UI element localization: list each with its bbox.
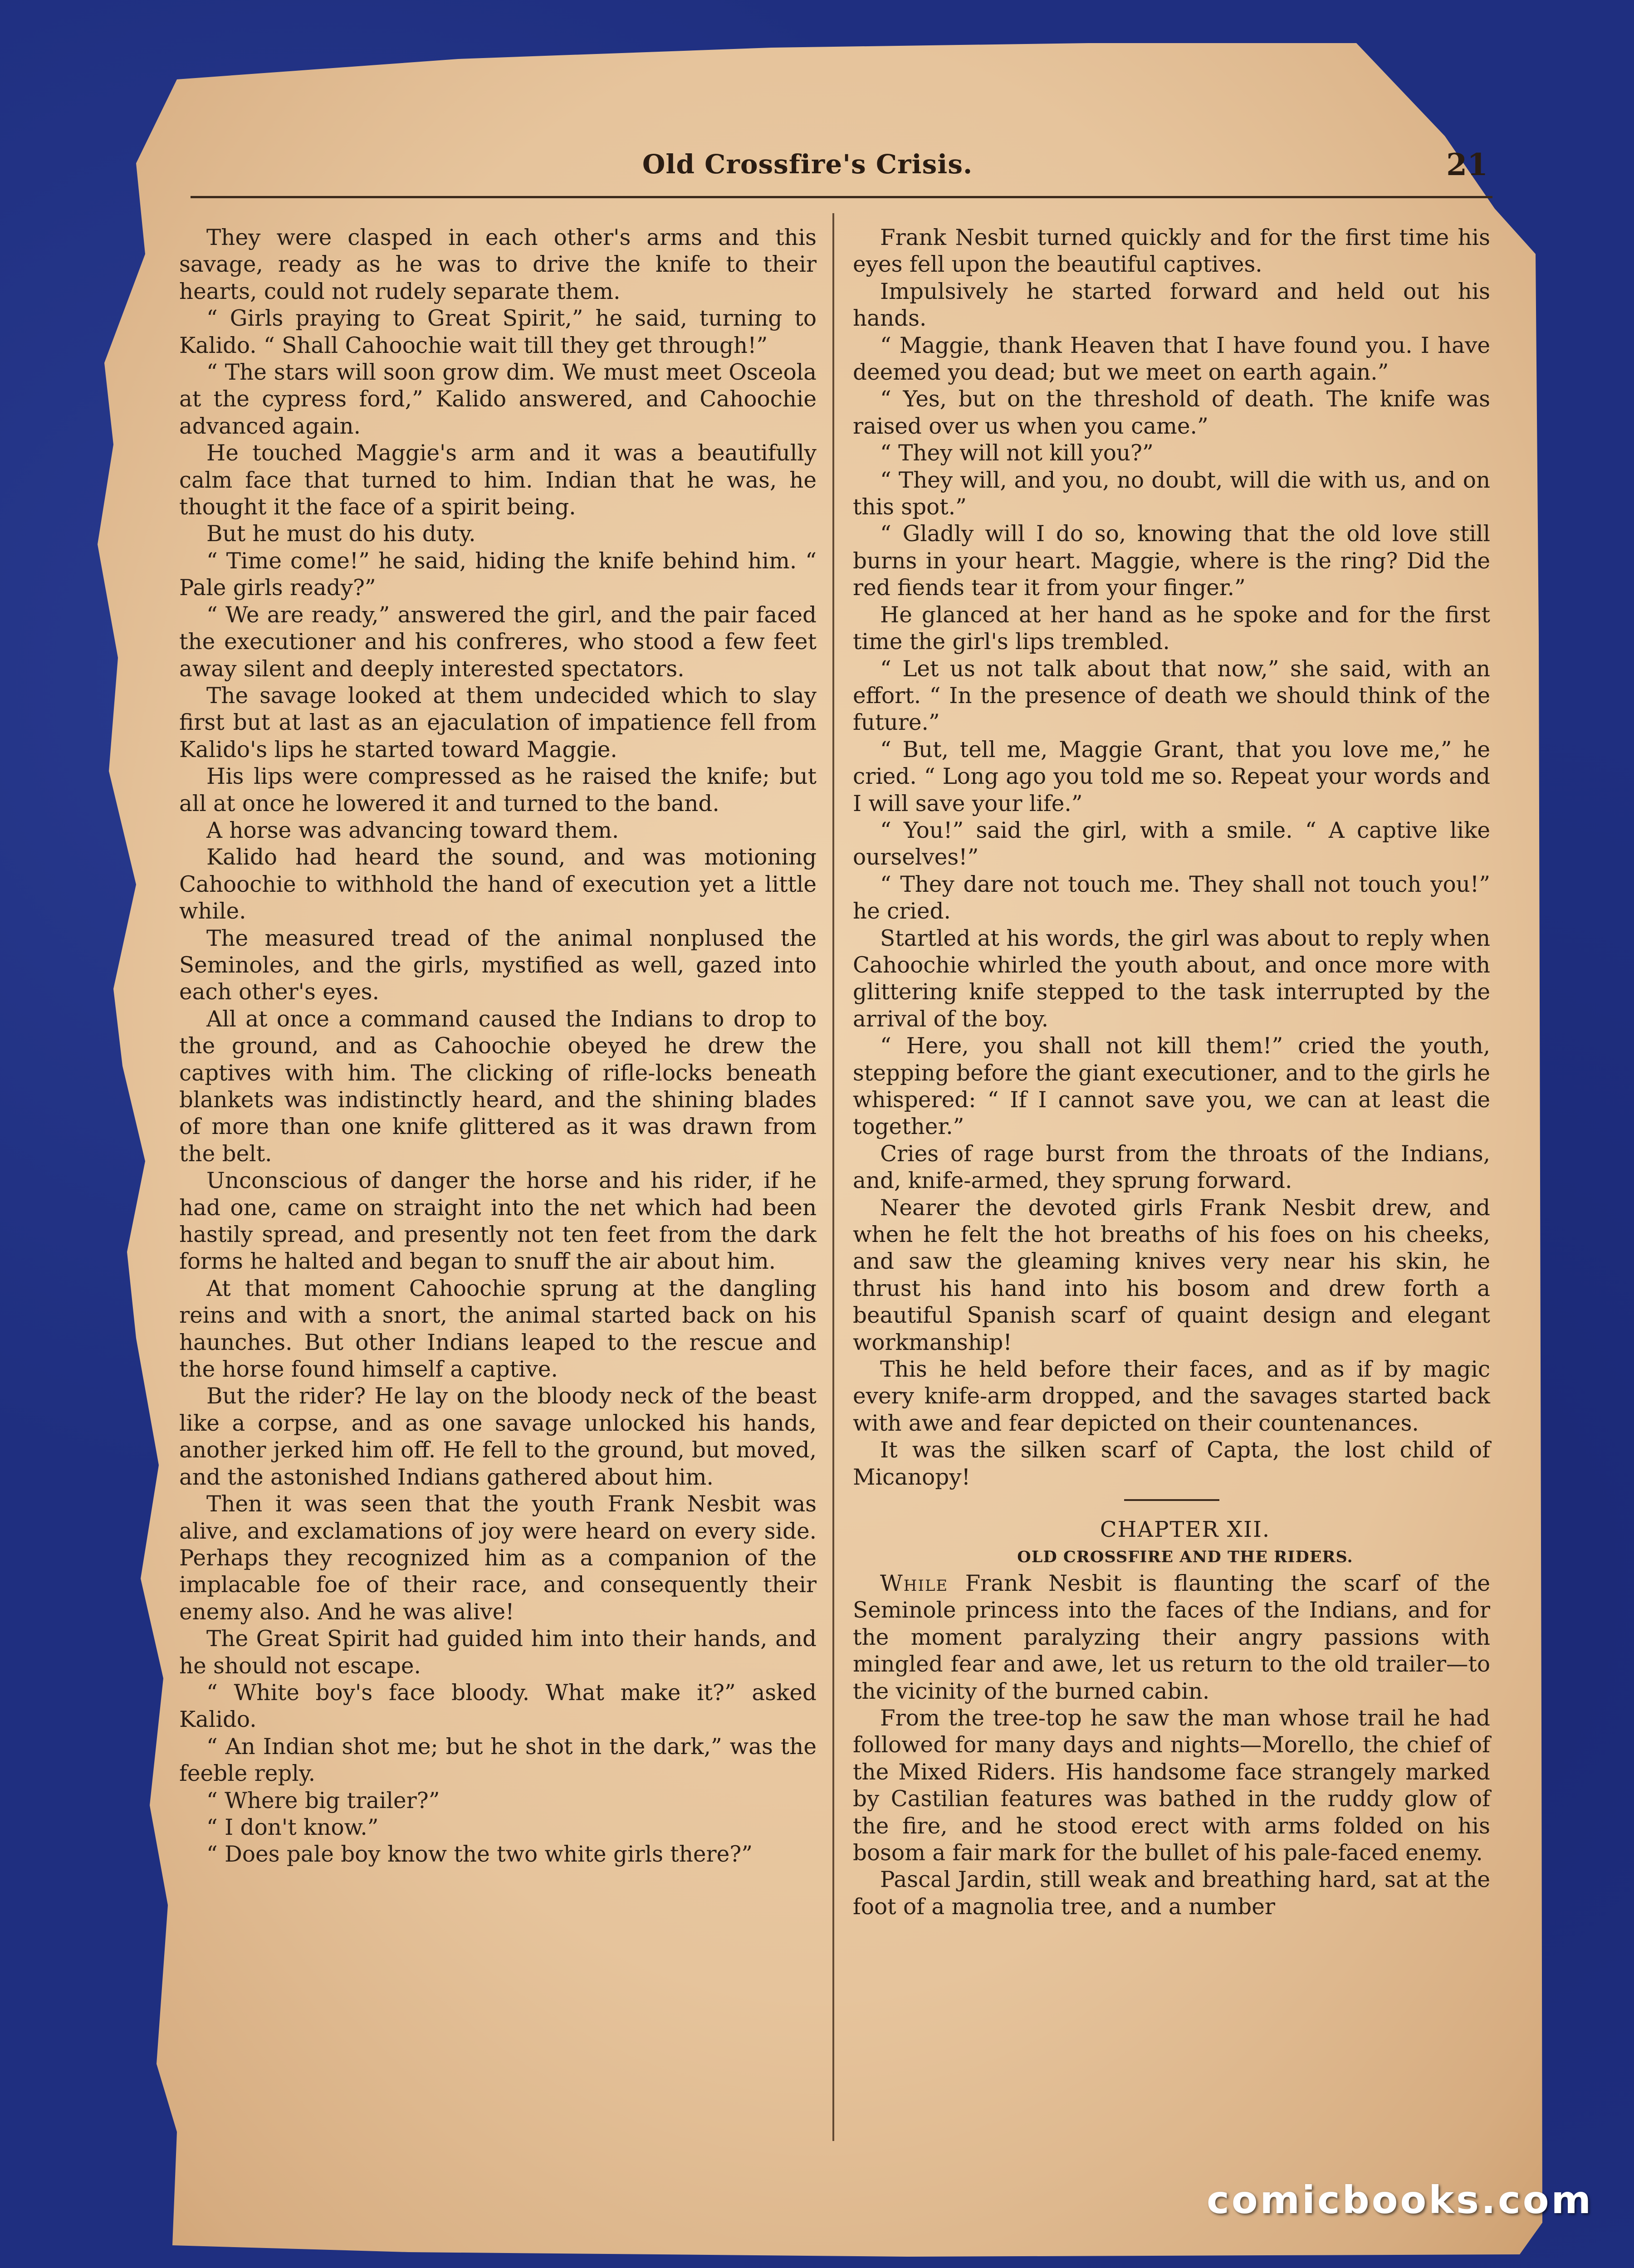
paragraph: “ They will, and you, no doubt, will die with us, and on this spot.” [853,467,1490,520]
paragraph: The savage looked at them undecided which to slay first but at last as an ejaculation of impatience fell from Kalido's lips he started toward Maggie. [179,683,817,763]
paragraph: The measured tread of the animal nonplused the Seminoles, and the girls, mystified as well, gazed into each other's eyes. [179,925,817,1005]
paragraph: The Great Spirit had guided him into their hands, and he should not escape. [179,1626,817,1679]
paragraph: Pascal Jardin, still weak and breathing hard, sat at the foot of a magnolia tree, and a number [853,1867,1490,1920]
paragraph: “ Where big trailer?” [206,1788,440,1813]
paragraph: “ But, tell me, Maggie Grant, that you love me,” he cried. “ Long ago you told me so. Repeat your words and I will save your life.” [853,737,1490,816]
paragraph: He touched Maggie's arm and it was a beautifully calm face that turned to him. Indian that he was, he thought it the face of a spirit being. [179,440,817,520]
paragraph: Then it was seen that the youth Frank Nesbit was alive, and exclamations of joy were heard on every side. Perhaps they recognized him as a companion of the implacable foe of their race, and consequently their enemy also. And he was alive! [179,1491,817,1625]
paragraph: “ Maggie, thank Heaven that I have found you. I have deemed you dead; but we meet on earth again.” [853,332,1490,386]
paragraph: He glanced at her hand as he spoke and for the first time the girl's lips trembled. [853,602,1490,655]
paragraph: “ Girls praying to Great Spirit,” he said, turning to Kalido. “ Shall Cahoochie wait till they get through!” [179,306,817,358]
paragraph: “ They will not kill you?” [880,440,1154,466]
paragraph: “ Time come!” he said, hiding the knife behind him. “ Pale girls ready?” [179,548,817,601]
paragraph: “ Let us not talk about that now,” she said, with an effort. “ In the presence of death we should think of the future.” [853,656,1490,736]
page-number: 21 [1446,147,1488,182]
chapter-opening-word: While [880,1570,949,1596]
paragraph: “ The stars will soon grow dim. We must meet Osceola at the cypress ford,” Kalido answered, and Cahoochie advanced again. [179,360,817,439]
paragraph: Unconscious of danger the horse and his rider, if he had one, came on straight into the net which had been hastily spread, and presently not ten feet from the dark forms he halted and began to snuff the air about him. [179,1168,817,1275]
paragraph: “ Yes, but on the threshold of death. The knife was raised over us when you came.” [853,386,1490,439]
chapter-opening-paragraph [853,1570,1490,1705]
paragraph: “ I don't know.” [206,1814,379,1840]
paragraph: “ They dare not touch me. They shall not touch you!” he cried. [853,871,1490,924]
column-divider [832,213,834,2141]
paragraph: “ An Indian shot me; but he shot in the dark,” was the feeble reply. [179,1734,817,1787]
paragraph: “ Gladly will I do so, knowing that the old love still burns in your heart. Maggie, where is the ring? Did the red fiends tear it from your finger.” [853,521,1490,601]
paragraph: Nearer the devoted girls Frank Nesbit drew, and when he felt the hot breaths of his foes on his cheeks, and saw the gleaming knives very near his skin, he thrust his hand into his bosom and drew forth a beautiful Spanish scarf of quaint design and elegant workmanship! [853,1195,1490,1355]
paragraph: Impulsively he started forward and held out his hands. [853,279,1490,332]
paragraph: They were clasped in each other's arms and this savage, ready as he was to drive the knife to their hearts, could not rudely separate them. [179,225,817,304]
paragraph: “ White boy's face bloody. What make it?” asked Kalido. [179,1680,817,1733]
paragraph: Startled at his words, the girl was about to reply when Cahoochie whirled the youth about, and once more with glittering knife stepped to the task interrupted by the arrival of the boy. [853,925,1490,1032]
paragraph: From the tree-top he saw the man whose trail he had followed for many days and nights—Morello, the chief of the Mixed Riders. His handsome face strangely marked by Castilian features was bathed in the ruddy glow of the fire, and he stood erect with arms folded on his bosom a fair mark for the bullet of his pale-faced enemy. [853,1705,1490,1866]
right-column [853,225,1490,1921]
paragraph: “ You!” said the girl, with a smile. “ A captive like ourselves!” [853,817,1490,870]
paragraph: Cries of rage burst from the throats of the Indians, and, knife-armed, they sprung forward. [853,1141,1490,1194]
watermark-logo: comicbooks.com [1207,2178,1593,2222]
chapter-number: CHAPTER XII. [1100,1517,1271,1543]
header-rule [191,196,1492,198]
paragraph: His lips were compressed as he raised the knife; but all at once he lowered it and turned to the band. [179,764,817,816]
paragraph: “ We are ready,” answered the girl, and the pair faced the executioner and his confreres, who stood a few feet away silent and deeply interested spectators. [179,602,817,682]
right-column-text-continued [853,1705,1490,1921]
paragraph: Kalido had heard the sound, and was motioning Cahoochie to withhold the hand of execution yet a little while. [179,845,817,924]
paragraph: But he must do his duty. [206,521,476,547]
chapter-title: OLD CROSSFIRE AND THE RIDERS. [1017,1547,1353,1566]
paragraph: But the rider? He lay on the bloody neck of the beast like a corpse, and as one savage unlocked his hands, another jerked him off. He fell to the ground, but moved, and the astonished Indians gathered about him. [179,1383,817,1490]
page-header [181,144,1488,190]
paragraph: This he held before their faces, and as if by magic every knife-arm dropped, and the savages started back with awe and fear depicted on their countenances. [853,1357,1490,1436]
chapter-separator-rule [1124,1499,1219,1501]
paragraph: “ Here, you shall not kill them!” cried the youth, stepping before the giant executioner, and to the girls he whispered: “ If I cannot save you, we can at least die together.” [853,1033,1490,1140]
paragraph: Frank Nesbit turned quickly and for the first time his eyes fell upon the beautiful captives. [853,225,1490,278]
chapter-opening-text: Frank Nesbit is flaunting the scarf of the Seminole princess into the faces of the Indians, and for the moment paralyzing their angry passions with mingled fear and awe, let us return to the old trailer—to the vicinity of the burned cabin. [853,1570,1490,1704]
paragraph: A horse was advancing toward them. [206,817,619,843]
paragraph: All at once a command caused the Indians to drop to the ground, and as Cahoochie obeyed he drew the captives with him. The clicking of rifle-locks beneath blankets was indistinctly heard, and the shining blades of more than one knife glittered as it was drawn from the belt. [179,1006,817,1167]
running-title: Old Crossfire's Crisis. [642,149,973,180]
paragraph: It was the silken scarf of Capta, the lost child of Micanopy! [853,1437,1490,1490]
paragraph: At that moment Cahoochie sprung at the dangling reins and with a snort, the animal started back on his haunches. But other Indians leaped to the rescue and the horse found himself a captive. [179,1276,817,1383]
paragraph: “ Does pale boy know the two white girls there?” [206,1842,753,1867]
right-column-text [853,225,1490,1491]
left-column [179,225,817,1868]
